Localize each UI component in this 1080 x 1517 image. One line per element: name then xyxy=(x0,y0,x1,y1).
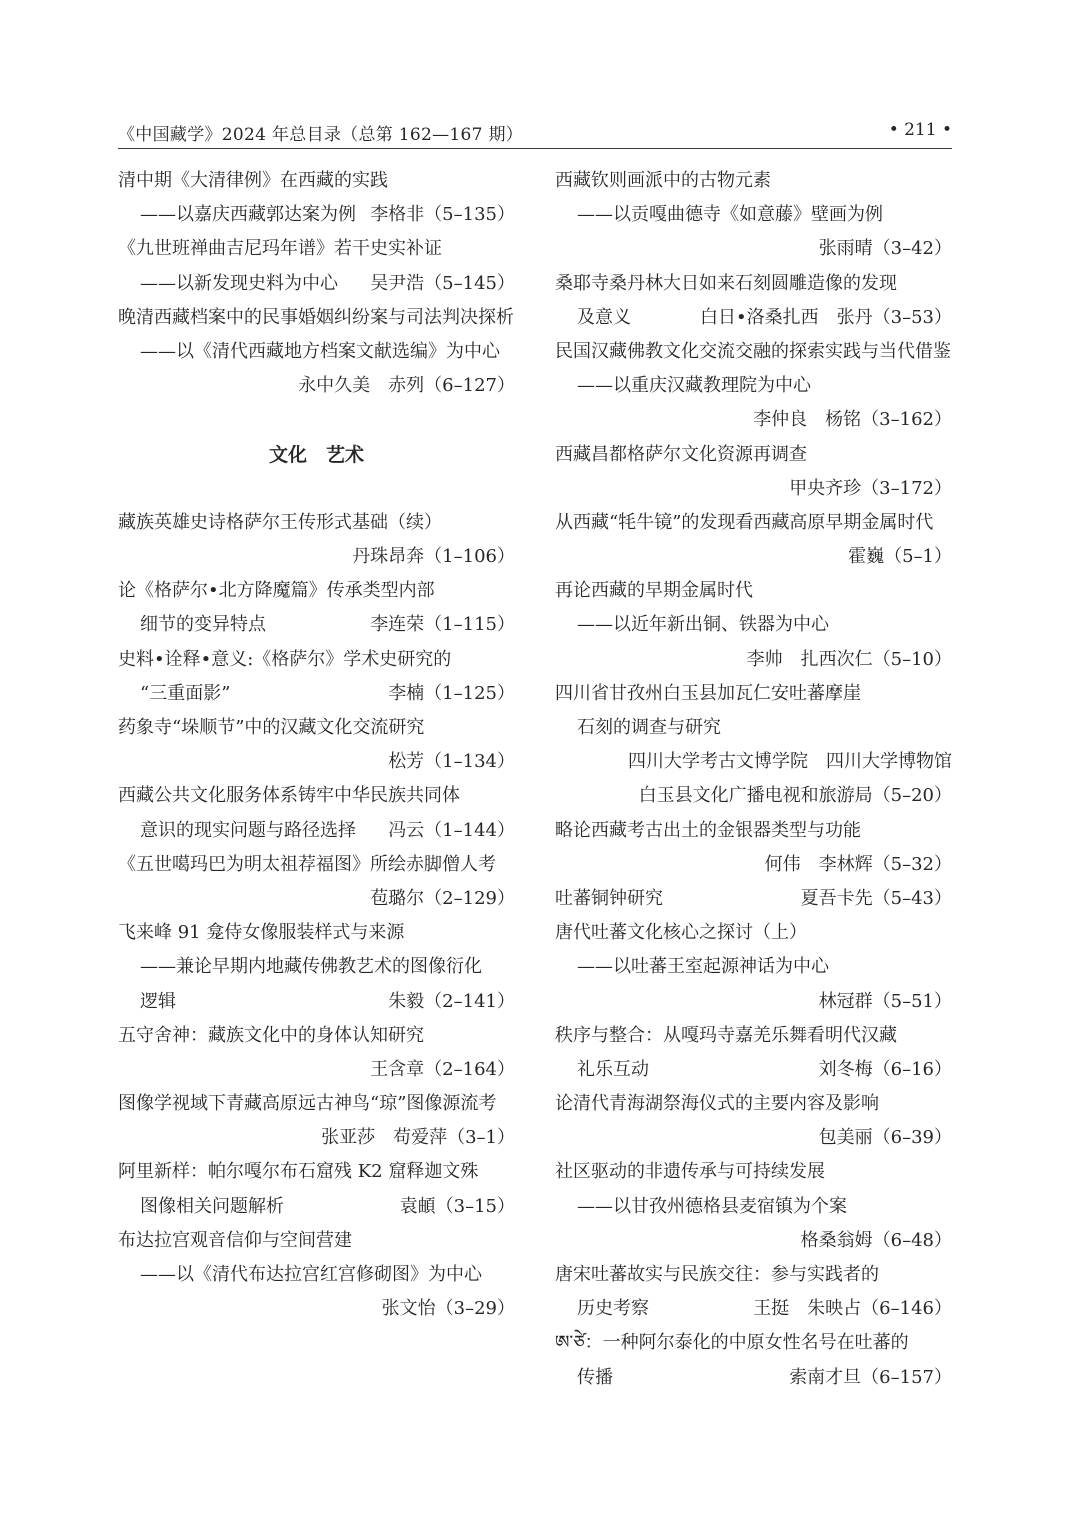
toc-entry-title-line xyxy=(118,164,515,198)
blank-line xyxy=(118,472,515,506)
toc-subtitle-line xyxy=(555,1053,952,1087)
entry-text xyxy=(140,985,176,1019)
entry-text-content: 晚清西藏档案中的民事婚姻纠纷案与司法判决探析 xyxy=(118,306,514,328)
entry-text-content: 西藏昌都格萨尔文化资源再调查 xyxy=(555,443,807,465)
entry-text xyxy=(555,814,861,848)
entry-text xyxy=(140,1190,284,1224)
entry-text-content: 及意义 xyxy=(577,306,631,328)
author-and-issue: 白玉县文化广播电视和旅游局（5–20） xyxy=(638,785,952,807)
entry-text xyxy=(577,369,811,403)
entry-text-content: 五守舍神：藏族文化中的身体认知研究 xyxy=(118,1024,424,1046)
entry-text xyxy=(140,267,338,301)
author-and-issue: 张文怡（3–29） xyxy=(381,1298,515,1320)
author-and-issue: 格桑翁姆（6–48） xyxy=(800,1229,952,1251)
toc-entry-title-line xyxy=(118,711,515,745)
toc-entry-title-line xyxy=(555,882,952,916)
entry-text-content: 藏族英雄史诗格萨尔王传形式基础（续） xyxy=(118,511,442,533)
entry-text-content: ——以《清代西藏地方档案文献选编》为中心 xyxy=(140,340,500,362)
entry-text-content: 逻辑 xyxy=(140,990,176,1012)
toc-author-line xyxy=(118,369,515,403)
entry-text xyxy=(555,164,771,198)
toc-subtitle-line xyxy=(555,198,952,232)
toc-entry-title-line xyxy=(555,1019,952,1053)
author-and-issue: 夏吾卡先（5–43） xyxy=(800,887,952,909)
toc-subtitle-line xyxy=(118,677,515,711)
entry-text-content: 《五世噶玛巴为明太祖荐福图》所绘赤脚僧人考 xyxy=(118,853,496,875)
toc-author-line xyxy=(118,1292,515,1326)
entry-text-content: ——以近年新出铜、铁器为中心 xyxy=(577,614,829,636)
entry-text-content: 四川省甘孜州白玉县加瓦仁安吐蕃摩崖 xyxy=(555,682,861,704)
toc-subtitle-line xyxy=(118,814,515,848)
entry-text xyxy=(577,950,829,984)
toc-author-line xyxy=(555,232,952,266)
entry-text-content: “三重面影” xyxy=(140,682,231,704)
entry-text xyxy=(140,1258,482,1292)
entry-text xyxy=(555,916,807,950)
toc-subtitle-line xyxy=(118,198,515,232)
entry-text-content: 飞来峰 91 龛侍女像服装样式与来源 xyxy=(118,922,405,944)
entry-text xyxy=(577,1190,847,1224)
author-and-issue: 冯云（1–144） xyxy=(388,819,515,841)
toc-author-line xyxy=(555,985,952,1019)
toc-subtitle-line xyxy=(555,608,952,642)
author-and-issue: 何伟 李林辉（5–32） xyxy=(764,853,952,875)
entry-text-content: 《九世班禅曲吉尼玛年谱》若干史实补证 xyxy=(118,238,442,260)
entry-text xyxy=(118,1224,352,1258)
toc-author-line xyxy=(555,745,952,779)
entry-text-content: 社区驱动的非遗传承与可持续发展 xyxy=(555,1161,825,1183)
entry-text xyxy=(118,711,424,745)
entry-text xyxy=(118,301,514,335)
entry-text xyxy=(140,608,266,642)
entry-text-content: 清中期《大清律例》在西藏的实践 xyxy=(118,170,388,191)
author-and-issue: 丹珠昂奔（1–106） xyxy=(352,546,515,568)
entry-text-content: 细节的变异特点 xyxy=(140,614,266,636)
toc-author-line xyxy=(555,1121,952,1155)
entry-text xyxy=(555,882,663,916)
entry-text-content: 药象寺“垛顺节”中的汉藏文化交流研究 xyxy=(118,717,425,738)
entry-text-content: 从西藏“牦牛镜”的发现看西藏高原早期金属时代 xyxy=(555,511,934,533)
entry-text xyxy=(555,1326,909,1360)
toc-author-line xyxy=(555,472,952,506)
toc-author-line xyxy=(555,643,952,677)
toc-entry-title-line xyxy=(555,438,952,472)
entry-text-content: 秩序与整合：从嘎玛寺嘉羌乐舞看明代汉藏 xyxy=(555,1024,897,1046)
entry-text xyxy=(140,814,356,848)
entry-text-content: ——以贡嘎曲德寺《如意藤》壁画为例 xyxy=(577,204,883,226)
entry-text-content: 阿里新样：帕尔嘎尔布石窟残 K2 窟释迦文殊 xyxy=(118,1161,479,1183)
section-heading xyxy=(118,438,515,472)
author-and-issue: 王挺 朱映占（6–146） xyxy=(753,1298,952,1320)
entry-text xyxy=(118,164,388,198)
author-and-issue: 李帅 扎西次仁（5–10） xyxy=(746,648,952,670)
toc-subtitle-line xyxy=(118,267,515,301)
toc-subtitle-line xyxy=(118,950,515,984)
toc-entry-title-line xyxy=(555,677,952,711)
entry-text-content: 唐代吐蕃文化核心之探讨（上） xyxy=(555,922,807,944)
entry-text-content: 桑耶寺桑丹林大日如来石刻圆雕造像的发现 xyxy=(555,272,897,294)
author-and-issue: 四川大学考古文博学院 四川大学博物馆 xyxy=(628,751,952,773)
entry-text-content: 略论西藏考古出土的金银器类型与功能 xyxy=(555,819,861,841)
entry-text xyxy=(140,198,356,232)
toc-entry-title-line xyxy=(118,779,515,813)
entry-text xyxy=(118,1087,496,1121)
toc-entry-title-line xyxy=(555,1326,952,1360)
entry-text xyxy=(555,1155,825,1189)
author-and-issue: 苞璐尔（2–129） xyxy=(370,887,515,909)
author-and-issue: 袁頔（3–15） xyxy=(399,1195,515,1217)
entry-text-content: 石刻的调查与研究 xyxy=(577,717,721,738)
entry-text-content: 礼乐互动 xyxy=(577,1058,649,1080)
toc-author-line xyxy=(118,882,515,916)
entry-text xyxy=(118,232,442,266)
author-and-issue: 永中久美 赤列（6–127） xyxy=(298,375,515,397)
toc-entry-title-line xyxy=(118,301,515,335)
toc-subtitle-line xyxy=(555,301,952,335)
entry-text-content: ：一种阿尔泰化的中原女性名号在吐蕃的 xyxy=(584,1332,909,1354)
toc-entry-title-line xyxy=(555,814,952,848)
toc-entry-title-line xyxy=(118,506,515,540)
running-header xyxy=(118,118,952,149)
entry-text xyxy=(577,711,721,745)
toc-entry-title-line xyxy=(118,1155,515,1189)
toc-subtitle-line xyxy=(555,1190,952,1224)
toc-author-line xyxy=(555,1224,952,1258)
toc-entry-title-line xyxy=(118,848,515,882)
entry-text xyxy=(555,438,807,472)
toc-subtitle-line xyxy=(118,1190,515,1224)
toc-author-line xyxy=(555,403,952,437)
entry-text-content: ——以新发现史料为中心 xyxy=(140,272,338,294)
toc-entry-title-line xyxy=(555,916,952,950)
toc-entry-title-line xyxy=(118,643,515,677)
toc-author-line xyxy=(118,1121,515,1155)
entry-text-content: 论清代青海湖祭海仪式的主要内容及影响 xyxy=(555,1093,879,1115)
entry-text xyxy=(555,1019,897,1053)
blank-line xyxy=(118,403,515,437)
toc-entry-title-line xyxy=(555,1087,952,1121)
toc-author-line xyxy=(118,745,515,779)
entry-text-content: 吐蕃铜钟研究 xyxy=(555,887,663,909)
entry-text xyxy=(118,506,442,540)
author-and-issue: 张亚莎 苟爱萍（3–1） xyxy=(321,1127,515,1149)
toc-subtitle-line xyxy=(118,1258,515,1292)
toc-author-line xyxy=(555,779,952,813)
toc-subtitle-line xyxy=(555,369,952,403)
entry-text xyxy=(577,198,883,232)
toc-entry-title-line xyxy=(118,1087,515,1121)
entry-text-content: ——以甘孜州德格县麦宿镇为个案 xyxy=(577,1195,847,1217)
entry-text-content: 传播 xyxy=(577,1366,613,1388)
author-and-issue: 林冠群（5–51） xyxy=(818,990,952,1012)
entry-text xyxy=(577,1053,649,1087)
entry-text-content: 历史考察 xyxy=(577,1298,649,1320)
entry-text-content: 布达拉宫观音信仰与空间营建 xyxy=(118,1229,352,1251)
entry-text xyxy=(577,1361,613,1395)
toc-left-column xyxy=(118,164,515,1326)
toc-entry-title-line xyxy=(555,267,952,301)
toc-subtitle-line xyxy=(118,608,515,642)
toc-author-line xyxy=(118,540,515,574)
author-and-issue: 吴尹浩（5–145） xyxy=(370,272,515,294)
toc-author-line xyxy=(555,540,952,574)
author-and-issue: 霍巍（5–1） xyxy=(848,546,952,568)
toc-entry-title-line xyxy=(118,574,515,608)
entry-text xyxy=(118,916,404,950)
author-and-issue: 李格非（5–135） xyxy=(370,204,515,226)
entry-text-content: 民国汉藏佛教文化交流交融的探索实践与当代借鉴 xyxy=(555,340,951,362)
entry-text-content: ——以嘉庆西藏郭达案为例 xyxy=(140,204,356,226)
author-and-issue: 张雨晴（3–42） xyxy=(818,238,952,260)
section-title xyxy=(118,438,515,472)
toc-entry-title-line xyxy=(118,1224,515,1258)
author-and-issue: 白日•洛桑扎西 张丹（3–53） xyxy=(700,306,952,328)
entry-text-content: ——兼论早期内地藏传佛教艺术的图像衍化 xyxy=(140,956,482,978)
toc-entry-title-line xyxy=(555,335,952,369)
entry-text-content: 论《格萨尔•北方降魔篇》传承类型内部 xyxy=(118,580,435,602)
author-and-issue: 索南才旦（6–157） xyxy=(789,1366,952,1388)
entry-text xyxy=(555,267,897,301)
author-and-issue: 刘冬梅（6–16） xyxy=(818,1058,952,1080)
entry-text-content: 图像学视域下青藏高原远古神鸟“琼”图像源流考 xyxy=(118,1093,497,1115)
author-and-issue: 李连荣（1–115） xyxy=(370,614,515,636)
entry-text-content: 西藏公共文化服务体系铸牢中华民族共同体 xyxy=(118,785,460,807)
entry-text xyxy=(555,574,753,608)
tibetan-word: ཨ་ཙེ xyxy=(555,1332,585,1354)
toc-entry-title-line xyxy=(118,232,515,266)
entry-text-content: ——以《清代布达拉宫红宫修砌图》为中心 xyxy=(140,1264,482,1285)
toc-author-line xyxy=(118,1053,515,1087)
toc-subtitle-line xyxy=(555,1292,952,1326)
entry-text xyxy=(118,848,496,882)
toc-entry-title-line xyxy=(118,1019,515,1053)
toc-entry-title-line xyxy=(118,916,515,950)
toc-author-line xyxy=(555,848,952,882)
entry-text xyxy=(140,950,482,984)
entry-text-content: 意识的现实问题与路径选择 xyxy=(140,819,356,841)
entry-text xyxy=(555,677,861,711)
journal-running-title: 《中国藏学》2024 年总目录（总第 162—167 期） xyxy=(118,125,524,145)
entry-text xyxy=(555,1258,879,1292)
author-and-issue: 李楠（1–125） xyxy=(388,682,515,704)
entry-text xyxy=(555,1087,879,1121)
entry-text-content: 史料•诠释•意义:《格萨尔》学术史研究的 xyxy=(118,648,452,670)
toc-entry-title-line xyxy=(555,1258,952,1292)
entry-text-content: 图像相关问题解析 xyxy=(140,1195,284,1217)
entry-text xyxy=(118,1019,424,1053)
entry-text xyxy=(118,643,451,677)
entry-text xyxy=(118,779,460,813)
author-and-issue: 包美丽（6–39） xyxy=(818,1127,952,1149)
toc-subtitle-line xyxy=(118,985,515,1019)
toc-entry-title-line xyxy=(555,164,952,198)
toc-subtitle-line xyxy=(118,335,515,369)
entry-text-content: 文化 艺术 xyxy=(268,443,364,466)
entry-text xyxy=(555,506,933,540)
page-number: • 211 • xyxy=(888,120,952,140)
entry-text xyxy=(577,1292,649,1326)
entry-text xyxy=(577,301,631,335)
toc-entry-title-line xyxy=(555,506,952,540)
entry-text xyxy=(555,335,951,369)
toc-right-column xyxy=(555,164,952,1395)
entry-text-content: ——以吐蕃王室起源神话为中心 xyxy=(577,956,829,978)
author-and-issue: 朱毅（2–141） xyxy=(388,990,515,1012)
toc-entry-title-line xyxy=(555,574,952,608)
entry-text-content: ——以重庆汉藏教理院为中心 xyxy=(577,375,811,397)
entry-text-content: 再论西藏的早期金属时代 xyxy=(555,580,753,602)
entry-text xyxy=(140,677,230,711)
entry-text xyxy=(118,1155,478,1189)
entry-text xyxy=(577,608,829,642)
toc-subtitle-line xyxy=(555,1361,952,1395)
entry-text xyxy=(140,335,500,369)
author-and-issue: 甲央齐珍（3–172） xyxy=(789,477,952,499)
author-and-issue: 王含章（2–164） xyxy=(370,1058,515,1080)
toc-subtitle-line xyxy=(555,711,952,745)
toc-subtitle-line xyxy=(555,950,952,984)
entry-text-content: 唐宋吐蕃故实与民族交往：参与实践者的 xyxy=(555,1264,879,1285)
author-and-issue: 李仲良 杨铭（3–162） xyxy=(753,409,952,431)
entry-text-content: 西藏钦则画派中的古物元素 xyxy=(555,170,771,191)
toc-entry-title-line xyxy=(555,1155,952,1189)
author-and-issue: 松芳（1–134） xyxy=(388,751,515,773)
entry-text xyxy=(118,574,435,608)
